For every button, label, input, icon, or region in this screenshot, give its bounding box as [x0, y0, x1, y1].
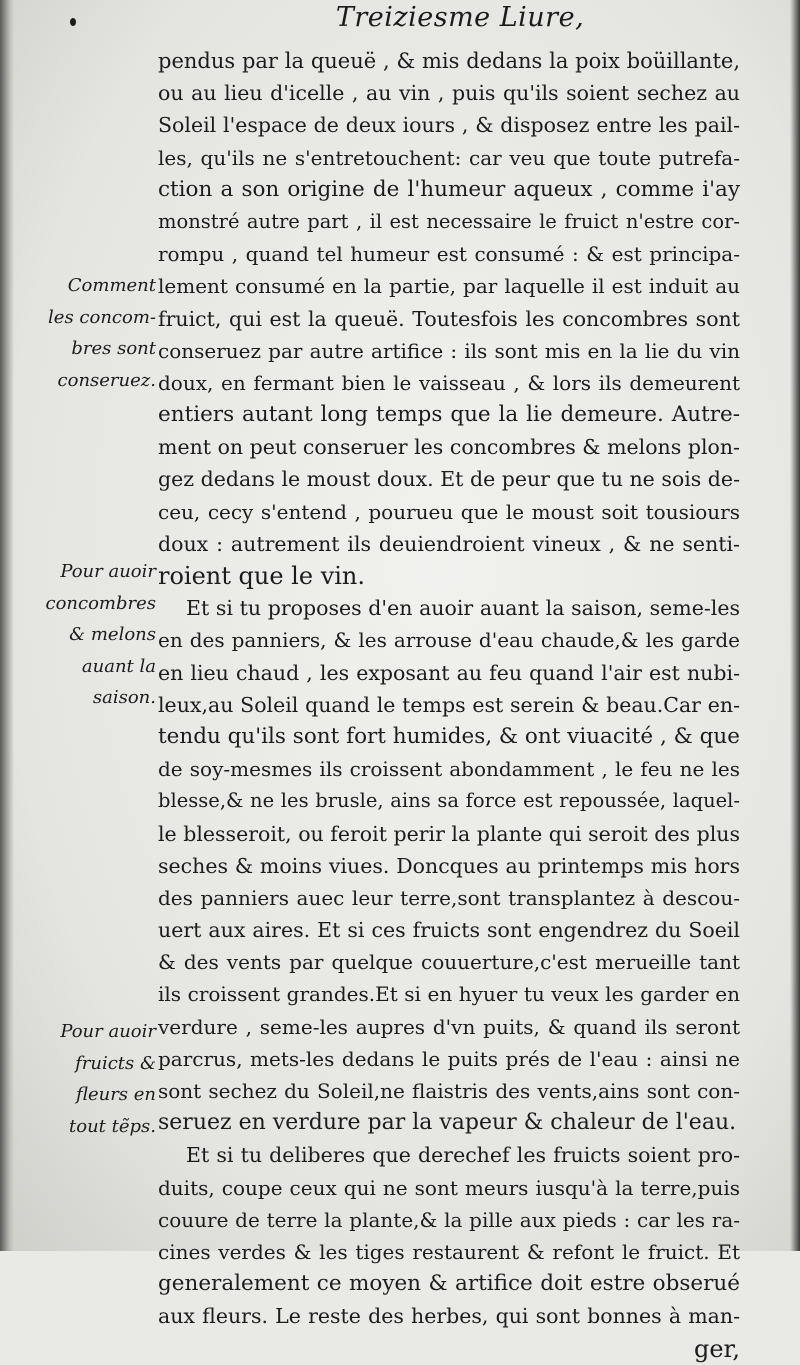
- text-line: leux,au Soleil quand le temps est serein & beau.Car en-: [158, 692, 740, 717]
- text-line: sont sechez du Soleil,ne flaistris des vents,ains sont con-: [158, 1079, 740, 1103]
- text-line: fruict, qui est la queuë. Toutesfois les concombres sont: [158, 306, 740, 331]
- text-line: le blesseroit, ou feroit perir la plante qui seroit des plus: [158, 821, 740, 846]
- text-line: aux fleurs. Le reste des herbes, qui sont bonnes à man-: [158, 1304, 740, 1329]
- text-line: doux : autrement ils deuiendroient vineux , & ne senti-: [158, 531, 740, 556]
- text-line-paragraph-end: roient que le vin.: [158, 562, 366, 590]
- margin-note-line: saison.: [92, 687, 156, 708]
- margin-note-line: fruicts &: [75, 1052, 156, 1074]
- text-line: ment on peut conseruer les concombres & melons plon-: [158, 435, 740, 460]
- text-line: en lieu chaud , les exposant au feu quand l'air est nubi-: [158, 660, 740, 685]
- text-line: uert aux aires. Et si ces fruicts sont engendrez du Soeil: [158, 918, 740, 943]
- text-line: ction a son origine de l'humeur aqueux , comme i'ay: [158, 176, 740, 202]
- text-line: de soy-mesmes ils croissent abondamment , le feu ne les: [158, 757, 740, 782]
- text-line: & des vents par quelque couuerture,c'est merueille tant: [158, 950, 740, 975]
- text-line: ou au lieu d'icelle , au vin , puis qu'ils soient sechez au: [158, 81, 740, 106]
- text-line-paragraph-end: seruez en verdure par la vapeur & chaleur de l'eau.: [158, 1110, 737, 1136]
- text-line: Soleil l'espace de deux iours , & disposez entre les pail-: [158, 113, 740, 138]
- text-line: ceu, cecy s'entend , pourueu que le moust soit tousiours: [158, 499, 740, 524]
- text-line-paragraph-start: Et si tu deliberes que derechef les fruicts soient pro-: [186, 1143, 740, 1168]
- text-line: entiers autant long temps que la lie demeure. Autre-: [158, 402, 740, 428]
- text-line: rompu , quand tel humeur est consumé : & est principa-: [158, 242, 740, 267]
- running-head-text: Treiziesme Liure,: [335, 2, 585, 33]
- text-line: verdure , seme-les aupres d'vn puits, & quand ils seront: [158, 1014, 740, 1039]
- margin-note-line: Pour auoir: [60, 561, 156, 582]
- text-line: tendu qu'ils sont fort humides, & ont viuacité , & que: [158, 723, 740, 749]
- text-line: lement consumé en la partie, par laquelle il est induit au: [158, 274, 740, 299]
- text-line: duits, coupe ceux qui ne sont meurs iusqu'à la terre,puis: [158, 1175, 740, 1200]
- page-gutter-shadow: [0, 0, 14, 1251]
- body-text: [158, 45, 740, 1365]
- margin-note-line: Pour auoir: [60, 1021, 156, 1042]
- text-line: couure de terre la plante,& la pille aux pieds : car les ra-: [158, 1207, 740, 1232]
- margin-note-line: les concom-: [48, 306, 156, 328]
- text-line: doux, en fermant bien le vaisseau , & lors ils demeurent: [158, 370, 740, 395]
- text-line: des panniers auec leur terre,sont transplantez à descou-: [158, 885, 740, 910]
- text-line: en des panniers, & les arrouse d'eau chaude,& les garde: [158, 628, 740, 653]
- text-line: pendus par la queuë , & mis dedans la poix boüillante,: [158, 49, 740, 73]
- margin-note-line: Comment: [67, 275, 156, 296]
- margin-note-line: bres sont: [71, 338, 156, 359]
- text-line: gez dedans le moust doux. Et de peur que tu ne sois de-: [158, 467, 740, 492]
- text-line: les, qu'ils ne s'entretouchent: car veu que toute putrefa-: [158, 145, 740, 170]
- text-line: ils croissent grandes.Et si en hyuer tu veux les garder en: [158, 982, 740, 1007]
- margin-note-line: & melons: [69, 624, 156, 645]
- margin-note-auant-la-saison: [44, 556, 156, 714]
- text-line: generalement ce moyen & artifice doit estre obserué: [158, 1271, 740, 1297]
- text-line-paragraph-start: Et si tu proposes d'en auoir auant la saison, seme-les: [186, 596, 740, 621]
- margin-note-concombres-conseruez: [44, 270, 156, 396]
- text-line: parcrus, mets-les dedans le puits prés de l'eau : ainsi ne: [158, 1046, 740, 1071]
- page-edge-shadow: [790, 0, 800, 1251]
- text-line: blesse,& ne les brusle, ains sa force est repoussée, laquel-: [158, 789, 740, 813]
- text-line: cines verdes & les tiges restaurent & refont le fruict. Et: [158, 1239, 740, 1264]
- catchword: ger,: [693, 1334, 740, 1363]
- margin-note-line: tout tẽps.: [69, 1115, 156, 1137]
- running-head: [0, 2, 800, 33]
- margin-note-line: auant la: [81, 655, 156, 677]
- text-line: conseruez par autre artifice : ils sont mis en la lie du vin: [158, 338, 740, 363]
- text-line: seches & moins viues. Doncques au printemps mis hors: [158, 853, 740, 878]
- margin-note-line: fleurs en: [75, 1084, 156, 1105]
- margin-note-fruicts-fleurs: [44, 1016, 156, 1142]
- margin-note-line: conseruez.: [57, 369, 156, 391]
- margin-note-line: concombres: [45, 592, 156, 614]
- text-line: monstré autre part , il est necessaire le fruict n'estre cor-: [158, 209, 740, 233]
